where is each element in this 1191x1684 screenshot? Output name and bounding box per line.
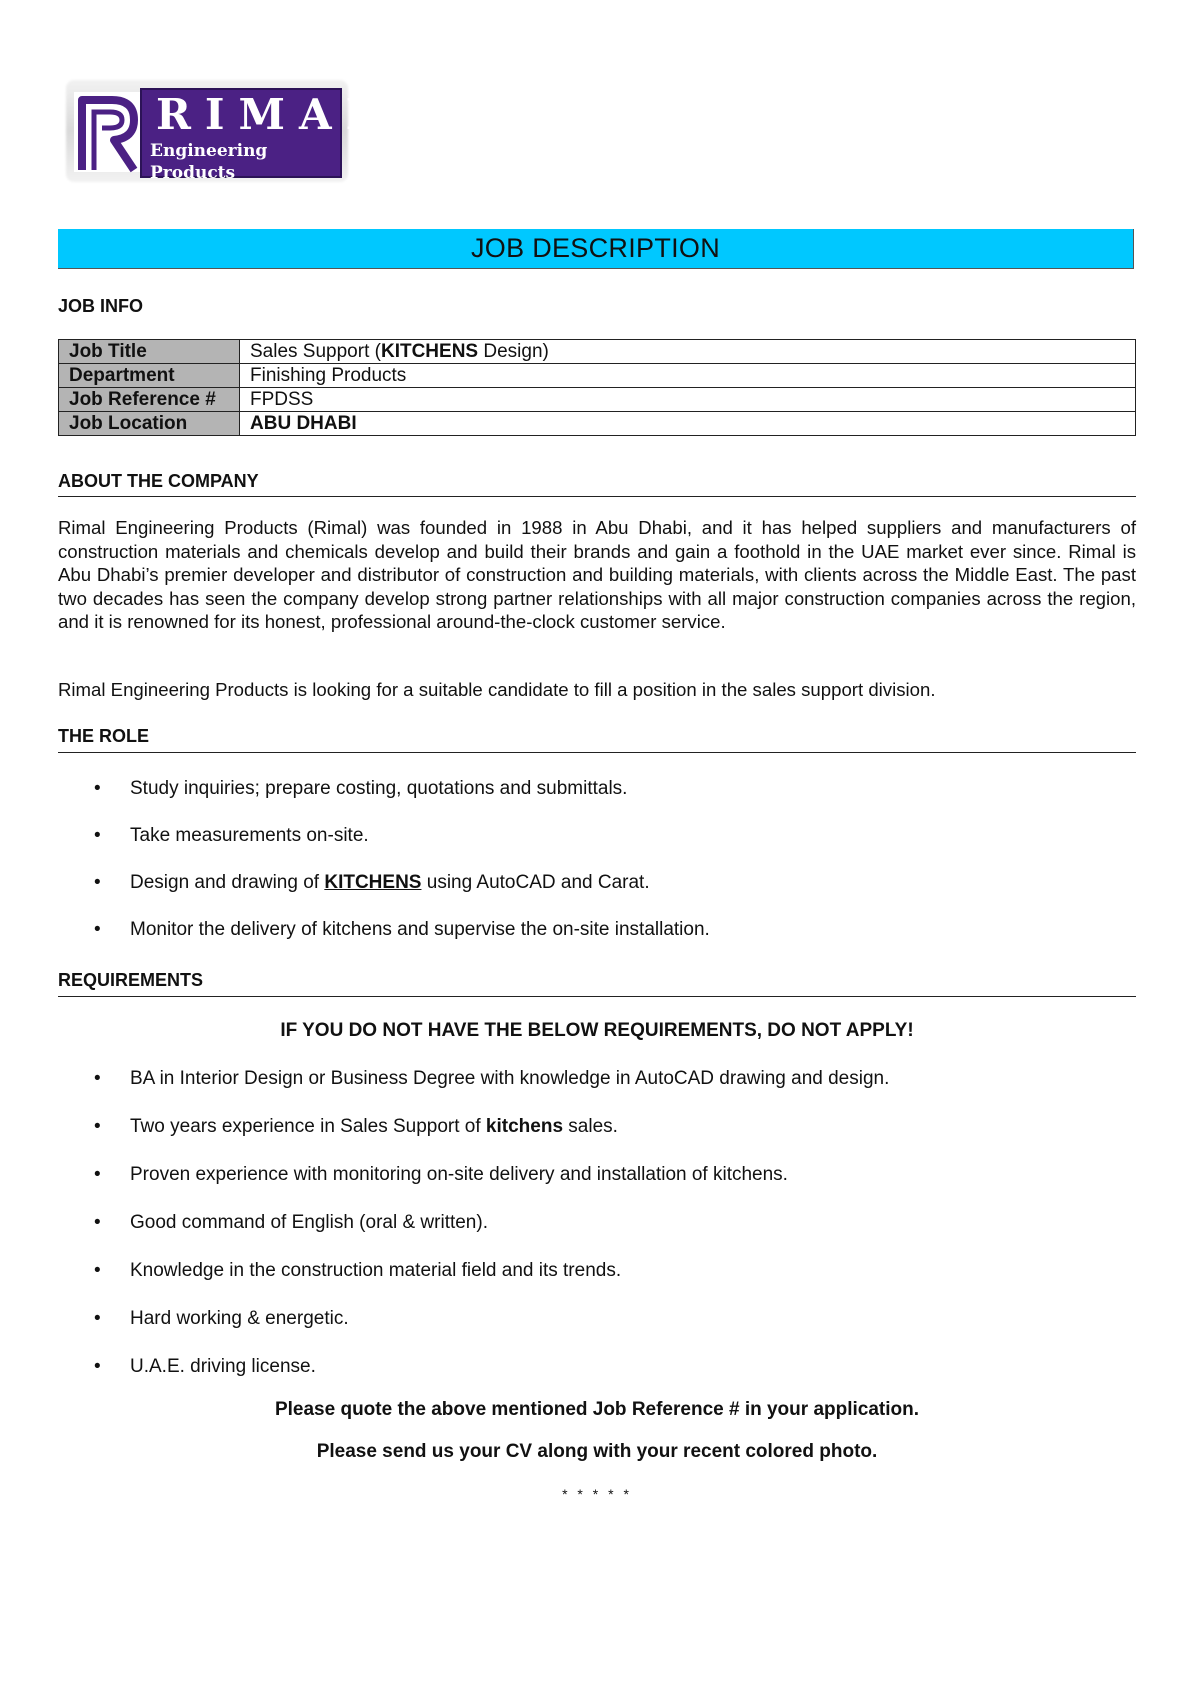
- list-item: [58, 1067, 1136, 1090]
- closing-line-2: Please send us your CV along with your recent colored photo.: [316, 1441, 878, 1462]
- table-row: [59, 340, 1136, 364]
- list-item: [58, 1307, 1136, 1330]
- job-reference-value: FPDSS: [240, 388, 1136, 412]
- list-item: [58, 1115, 1136, 1138]
- logo-subtitle-text: Engineering Products: [150, 141, 268, 183]
- list-item: [58, 824, 1136, 847]
- list-item: [58, 777, 1136, 800]
- job-title-value-post: Design): [478, 341, 549, 362]
- requirement-item-emphasis: kitchens: [485, 1116, 564, 1137]
- role-list: [58, 777, 1136, 941]
- page-title: JOB DESCRIPTION: [470, 233, 721, 263]
- requirement-item-text: Good command of English (oral & written).: [130, 1212, 488, 1233]
- bullet-icon: •: [94, 1164, 101, 1185]
- about-paragraph: [58, 516, 1136, 634]
- job-info-heading: JOB INFO: [58, 296, 144, 316]
- requirement-item-text: Knowledge in the construction material field and its trends.: [130, 1260, 622, 1281]
- job-info-table: [58, 339, 1136, 436]
- job-location-key: Job Location: [59, 412, 240, 436]
- requirement-item-text: Proven experience with monitoring on-site delivery and installation of kitchens.: [130, 1164, 788, 1185]
- department-value: Finishing Products: [240, 364, 1136, 388]
- table-row: [59, 388, 1136, 412]
- job-reference-key: Job Reference #: [59, 388, 240, 412]
- list-item: [58, 1163, 1136, 1186]
- requirements-list: [58, 1067, 1136, 1378]
- role-item-text: Study inquiries; prepare costing, quotations and submittals.: [130, 778, 628, 799]
- role-item-text: Take measurements on-site.: [130, 825, 369, 846]
- closing-stars: * * * * *: [562, 1486, 632, 1502]
- role-heading: THE ROLE: [58, 726, 150, 746]
- role-item-text-pre: Design and drawing of: [130, 872, 325, 893]
- role-rule: [58, 752, 1136, 753]
- bullet-icon: •: [94, 919, 101, 940]
- requirement-item-text-pre: Two years experience in Sales Support of: [130, 1116, 486, 1137]
- list-item: [58, 1211, 1136, 1234]
- about-paragraph-2-wrap: [58, 678, 1136, 702]
- requirement-item-text: U.A.E. driving license.: [130, 1356, 316, 1377]
- bullet-icon: •: [94, 872, 101, 893]
- about-paragraph-1: Rimal Engineering Products (Rimal) was founded in 1988 in Abu Dhabi, and it has helped suppliers and manufacturers of construction materials and chemicals develop and build their brands and gain a foothold in the UAE market ever since. Rimal is Abu Dhabi’s premier developer and distributor of construction and building materials, with clients across the Middle East. The past two decades has seen the company develop strong partner relationships with all major construction companies across the region, and it is renowned for its honest, professional around-the-clock customer service.: [58, 517, 1136, 632]
- company-logo: [66, 80, 390, 183]
- job-location-value-bold: ABU DHABI: [250, 413, 357, 434]
- requirements-rule: [58, 996, 1136, 997]
- department-key: Department: [59, 364, 240, 388]
- job-location-value: [240, 412, 1136, 436]
- requirement-item-text: BA in Interior Design or Business Degree with knowledge in AutoCAD drawing and design.: [130, 1068, 890, 1089]
- list-item: [58, 918, 1136, 941]
- role-item-text: Monitor the delivery of kitchens and supervise the on-site installation.: [130, 919, 710, 940]
- requirements-heading: REQUIREMENTS: [58, 970, 204, 990]
- role-item-text-post: using AutoCAD and Carat.: [421, 872, 650, 893]
- bullet-icon: •: [94, 825, 101, 846]
- about-heading: ABOUT THE COMPANY: [58, 471, 259, 491]
- bullet-icon: •: [94, 1116, 101, 1137]
- bullet-icon: •: [94, 1356, 101, 1377]
- bullet-icon: •: [94, 1212, 101, 1233]
- job-title-key: Job Title: [59, 340, 240, 364]
- closing-line-1: Please quote the above mentioned Job Reference # in your application.: [274, 1399, 920, 1420]
- bullet-icon: •: [94, 1308, 101, 1329]
- table-row: [59, 364, 1136, 388]
- table-row: [59, 412, 1136, 436]
- bullet-icon: •: [94, 1068, 101, 1089]
- list-item: [58, 1259, 1136, 1282]
- title-bar: [58, 229, 1134, 269]
- requirement-item-text: Hard working & energetic.: [130, 1308, 349, 1329]
- list-item: [58, 871, 1136, 894]
- bullet-icon: •: [94, 1260, 101, 1281]
- job-title-value-bold: KITCHENS: [380, 341, 479, 362]
- role-item-emphasis: KITCHENS: [324, 872, 422, 893]
- about-rule: [58, 496, 1136, 497]
- bullet-icon: •: [94, 778, 101, 799]
- list-item: [58, 1355, 1136, 1378]
- requirement-item-text-post: sales.: [563, 1116, 618, 1137]
- about-paragraph-2: Rimal Engineering Products is looking for a suitable candidate to fill a position in the sales support division.: [58, 679, 936, 700]
- requirements-warning: IF YOU DO NOT HAVE THE BELOW REQUIREMENTS, DO NOT APPLY!: [280, 1020, 914, 1041]
- rimal-r-monogram-icon: [72, 86, 144, 176]
- logo-brand-text: RIMAL: [156, 90, 390, 139]
- job-title-value-pre: Sales Support (: [250, 341, 381, 362]
- job-title-value: [240, 340, 1136, 364]
